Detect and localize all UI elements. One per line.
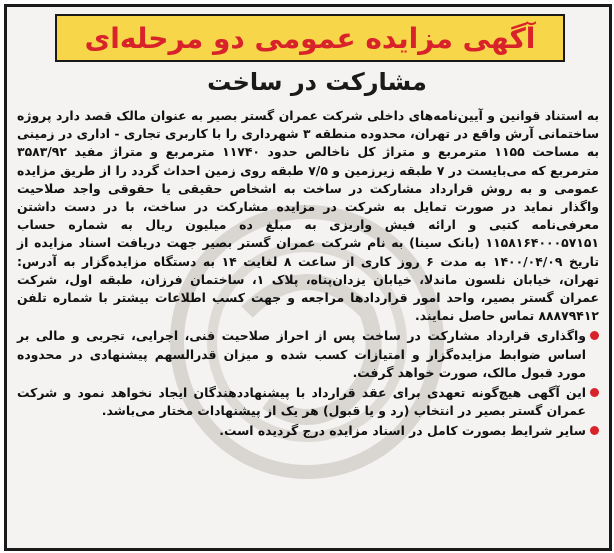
bullet-text: این آگهی هیچ‌گونه تعهدی برای عقد قرارداد با پیشنهاددهندگان ایجاد نخواهد نمود و شرکت عمران گستر بصیر در انتخاب (رد و یا قبول) هر یک از پیشنهادات مختار می‌باشد.	[17, 385, 586, 419]
bullet-text: سایر شرایط بصورت کامل در اسناد مزایده درج گردیده است.	[219, 423, 586, 439]
bullet-item	[17, 384, 599, 420]
bullet-dot-icon	[590, 388, 599, 397]
bullet-dot-icon	[590, 331, 599, 340]
title-banner	[55, 14, 565, 62]
bullet-text: واگذاری قرارداد مشارکت در ساخت پس از احراز صلاحیت فنی، اجرایی، تجربی و مالی بر اساس ضوابط مزایده‌گزار و امتیازات کسب شده و میزان قدرالسهم پیشنهادی در محدوده مورد قبول مالک، صورت خواهد گرفت.	[17, 328, 586, 380]
subtitle-box	[177, 64, 457, 100]
ad-body	[17, 107, 599, 441]
page-subtitle: مشارکت در ساخت	[207, 68, 427, 96]
auction-advertisement	[4, 4, 612, 551]
page-title: آگهی مزایده عمومی دو مرحله‌ای	[84, 21, 536, 55]
main-paragraph: به استناد قوانین و آیین‌نامه‌های داخلی شرکت عمران گستر بصیر به عنوان مالک قصد دارد پروژه ساختمانی آرش واقع در تهران، محدوده منطقه ۳ شهرداری را با کاربری تجاری - اداری در زمینی به مساحت ۱۱۵۵ مترمربع و متراژ کل ناخالص حدود ۱۱۷۴۰ مترمربع و متراژ مفید ۳۵۸۳/۹۲ مترمربع که می‌بایست در ۷ طبقه زیرزمین و ۷/۵ طبقه روی زمین احداث گردد را از طریق مزایده عمومی و به روش قرارداد مشارکت در ساخت به اشخاص حقیقی یا حقوقی واجد صلاحیت واگذار نماید در صورت تمایل به شرکت در مزایده مشارکت در ساخت، با در دست داشتن معرفی‌نامه کتبی و ارائه فیش واریزی به مبلغ ده میلیون ریال به شماره حساب ۱۱۵۸۱۶۴۰۰۰۵۷۱۵۱ (بانک سینا) به نام شرکت عمران گستر بصیر جهت دریافت اسناد مزایده از تاریخ ۱۴۰۰/۰۴/۰۹ به مدت ۶ روز کاری از ساعت ۸ لغایت ۱۴ به دستگاه مزایده‌گزار به آدرس: تهران، خیابان نلسون ماندلا، خیابان یزدان‌پناه، پلاک ۱، ساختمان فرزان، طبقه اول، شرکت عمران گستر بصیر، واحد امور قراردادها مراجعه و جهت کسب اطلاعات بیشتر با شماره تلفن ۸۸۸۷۹۴۱۲ تماس حاصل نمایند.	[17, 108, 599, 324]
bullet-item	[17, 327, 599, 382]
bullet-item	[17, 422, 599, 440]
bullet-dot-icon	[590, 426, 599, 435]
